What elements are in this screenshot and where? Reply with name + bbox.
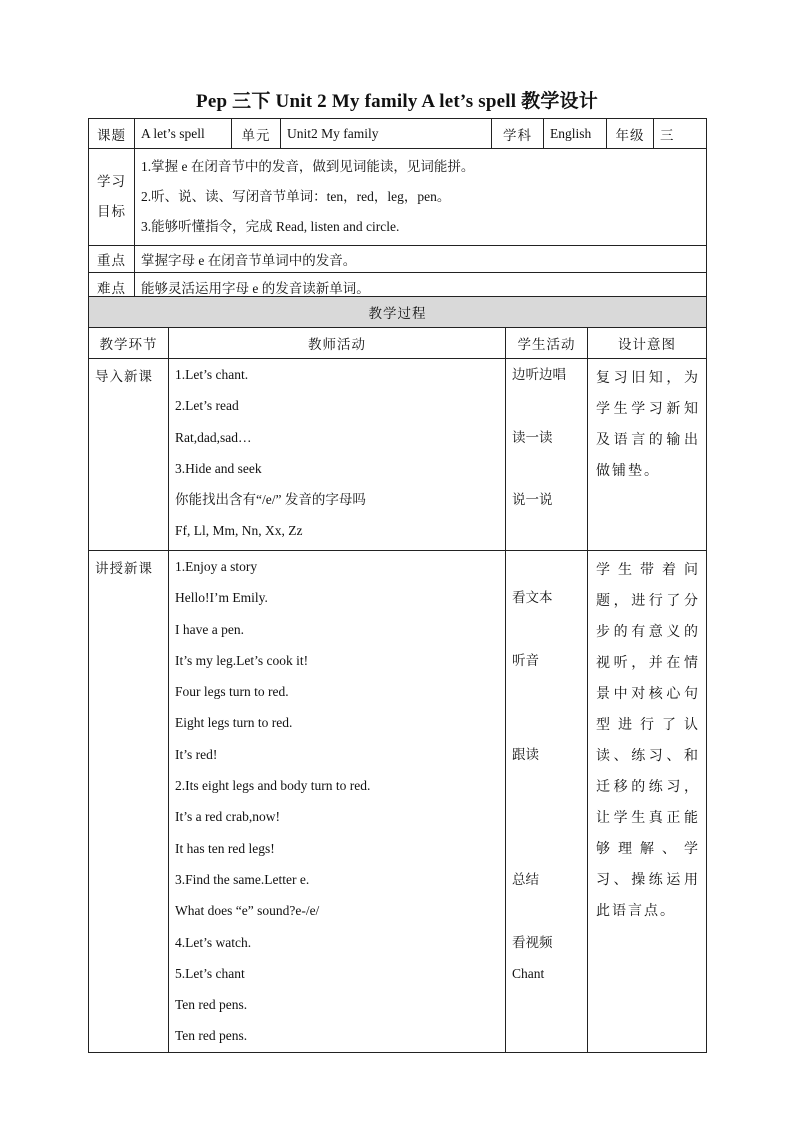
student-line: 读一读 [512, 429, 553, 445]
course-label: 课题 [89, 119, 135, 149]
difficulty-value: 能够灵活运用字母 e 的发音读新单词。 [135, 273, 707, 301]
header-student: 学生活动 [506, 328, 588, 359]
student-line [512, 770, 581, 801]
stage-intro: 导入新课 [89, 359, 169, 551]
teacher-line: 1.Enjoy a story [175, 559, 258, 574]
teacher-line: Ten red pens. [175, 1028, 248, 1044]
teacher-line: It’s a red crab,now! [175, 809, 280, 825]
student-line: Chant [512, 965, 545, 981]
teacher-line: 2.Its eight legs and body turn to red. [175, 778, 371, 794]
subject-value: English [544, 119, 607, 149]
student-line [512, 390, 581, 421]
teacher-line: 4.Let’s watch. [175, 934, 252, 950]
teacher-line: Four legs turn to red. [175, 684, 289, 700]
student-line: 看文本 [512, 590, 553, 606]
process-table [88, 296, 707, 1053]
teacher-line: It’s my leg.Let’s cook it! [175, 652, 309, 668]
new-intent: 学生带着问题，进行了分步的有意义的视听，并在情景中对核心句型进行了认读、练习、和迁移的练习，让学生真正能够理解、学习、操练运用此语言点。 [588, 551, 707, 1053]
teacher-line: Hello!I’m Emily. [175, 590, 268, 606]
header-intent: 设计意图 [588, 328, 707, 359]
document-title: Pep 三下 Unit 2 My family A let’s spell 教学设计 [196, 91, 598, 112]
teacher-line: 1.Let’s chant. [175, 367, 249, 382]
student-line: 说一说 [512, 492, 553, 508]
teacher-line: 5.Let’s chant [175, 965, 245, 981]
unit-value: Unit2 My family [281, 119, 492, 149]
student-line [512, 801, 581, 832]
grade-label: 年级 [607, 119, 654, 149]
student-line [512, 453, 581, 484]
goal-item: 3.能够听懂指令，完成 Read, listen and circle. [141, 219, 400, 234]
student-line [512, 989, 581, 1020]
new-student-activities [506, 551, 588, 1053]
subject-label: 学科 [492, 119, 544, 149]
intro-student-activities [506, 359, 588, 551]
teacher-line: 3.Hide and seek [175, 460, 262, 476]
student-line: 边听边唱 [512, 367, 566, 382]
key-label: 重点 [89, 246, 135, 273]
student-line [512, 551, 581, 582]
stage-new: 讲授新课 [89, 551, 169, 1053]
student-line: 跟读 [512, 746, 539, 762]
teacher-line: It’s red! [175, 746, 218, 762]
student-line [512, 676, 581, 707]
teacher-line: Ten red pens. [175, 997, 248, 1013]
key-value: 掌握字母 e 在闭音节单词中的发音。 [135, 246, 707, 273]
info-table [88, 118, 707, 301]
intro-intent: 复习旧知，为学生学习新知及语言的输出做铺垫。 [588, 359, 707, 551]
student-line [512, 1020, 581, 1051]
student-line [512, 895, 581, 926]
teacher-line: 3.Find the same.Letter e. [175, 871, 310, 887]
student-line [512, 833, 581, 864]
goals-label-line: 学习 [97, 174, 126, 189]
student-line [512, 707, 581, 738]
header-stage: 教学环节 [89, 328, 169, 359]
student-line [512, 614, 581, 645]
goal-item: 1.掌握 e 在闭音节中的发音，做到见词能读，见词能拼。 [141, 159, 475, 174]
teacher-line: Eight legs turn to red. [175, 715, 293, 731]
student-line: 听音 [512, 652, 539, 668]
intro-teacher-activities [169, 359, 506, 551]
teacher-line: I have a pen. [175, 621, 244, 637]
teacher-line: Ff, Ll, Mm, Nn, Xx, Zz [175, 523, 303, 539]
student-line: 看视频 [512, 934, 553, 950]
unit-label: 单元 [232, 119, 281, 149]
goal-item: 2.听、说、读、写闭音节单词：ten，red，leg，pen。 [141, 189, 451, 204]
course-value: A let’s spell [135, 119, 232, 149]
teacher-line: 2.Let’s read [175, 398, 239, 414]
process-section-title: 教学过程 [89, 297, 707, 328]
grade-value: 三 [654, 119, 707, 149]
goals-label [89, 149, 135, 246]
student-line [512, 515, 581, 546]
goals-list [135, 149, 707, 246]
teacher-line: Rat,dad,sad… [175, 429, 252, 445]
difficulty-label: 难点 [89, 273, 135, 301]
teacher-line: What does “e” sound?e-/e/ [175, 903, 320, 919]
new-teacher-activities [169, 551, 506, 1053]
header-teacher: 教师活动 [169, 328, 506, 359]
teacher-line: 你能找出含有“/e/” 发音的字母吗 [175, 492, 366, 508]
student-line: 总结 [512, 871, 539, 887]
teacher-line: It has ten red legs! [175, 840, 275, 856]
goals-label-line: 目标 [97, 204, 126, 219]
